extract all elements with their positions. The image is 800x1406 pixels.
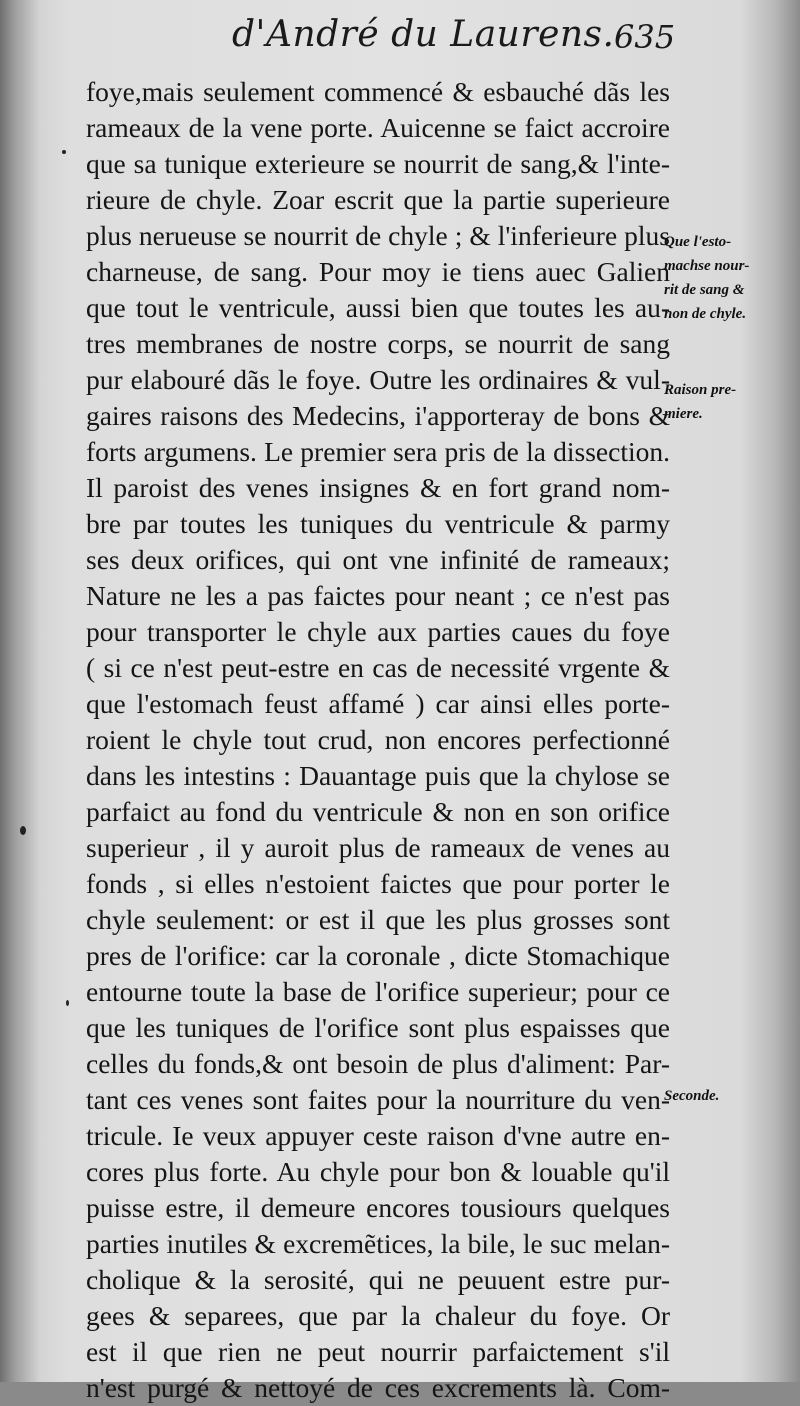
- text-line: tres membranes de nostre corps, se nourrit de sang: [86, 328, 670, 359]
- margin-note-second: [664, 1084, 719, 1108]
- margin-note-line: machse nour-: [664, 258, 750, 274]
- text-line: dans les intestins : Dauantage puis que la chylose se: [86, 760, 670, 791]
- margin-note-line: miere.: [664, 406, 703, 422]
- text-line: que l'estomach feust affamé ) car ainsi elles porte-: [86, 688, 670, 719]
- margin-note-line: Raison pre-: [664, 382, 737, 398]
- text-line: pres de l'orifice: car la coronale , dicte Stomachique: [86, 940, 670, 971]
- text-line: que sa tunique exterieure se nourrit de sang,& l'inte-: [86, 148, 670, 179]
- body-text: [86, 74, 670, 1406]
- text-line: charneuse, de sang. Pour moy ie tiens auec Galien: [86, 256, 670, 287]
- text-line: parfaict au fond du ventricule & non en son orifice: [86, 796, 670, 827]
- text-line: Nature ne les a pas faictes pour neant ; ce n'est pas: [86, 580, 670, 611]
- ink-speck: [66, 1000, 69, 1006]
- text-line: foye,mais seulement commencé & esbauché dãs les: [86, 76, 670, 107]
- ink-speck: [62, 150, 66, 154]
- text-line: que les tuniques de l'orifice sont plus espaisses que: [86, 1012, 670, 1043]
- running-head-title: d'André du Laurens.: [232, 14, 615, 55]
- text-line: tricule. Ie veux appuyer ceste raison d'vne autre en-: [86, 1120, 670, 1151]
- text-line: fonds , si elles n'estoient faictes que pour porter le: [86, 868, 670, 899]
- margin-note-line: Seconde.: [664, 1088, 720, 1104]
- text-line: chyle seulement: or est il que les plus grosses sont: [86, 904, 670, 935]
- text-line: Il paroist des venes insignes & en fort grand nom-: [86, 472, 670, 503]
- text-line: plus nerueuse se nourrit de chyle ; & l'inferieure plus: [86, 220, 670, 251]
- text-line: rieure de chyle. Zoar escrit que la partie superieure: [86, 184, 670, 215]
- text-line: gaires raisons des Medecins, i'apporteray de bons &: [86, 400, 670, 431]
- text-line: cores plus forte. Au chyle pour bon & louable qu'il: [86, 1156, 670, 1187]
- text-line: forts argumens. Le premier sera pris de la dissection.: [86, 436, 670, 467]
- text-line: pour transporter le chyle aux parties caues du foye: [86, 616, 670, 647]
- margin-note-first-reason: [664, 378, 736, 426]
- text-line: roient le chyle tout crud, non encores perfectionné: [86, 724, 670, 755]
- text-line: ses deux orifices, qui ont vne infinité de rameaux;: [86, 544, 670, 575]
- margin-note-stomach: [664, 230, 749, 326]
- text-line: n'est purgé & nettoyé de ces excrements là. Com-: [86, 1372, 670, 1403]
- text-line: superieur , il y auroit plus de rameaux de venes au: [86, 832, 670, 863]
- text-line: bre par toutes les tuniques du ventricule & parmy: [86, 508, 670, 539]
- text-line: cholique & la serosité, qui ne peuuent estre pur-: [86, 1264, 670, 1295]
- margin-note-line: Que l'esto-: [664, 234, 732, 250]
- text-line: celles du fonds,& ont besoin de plus d'aliment: Par-: [86, 1048, 670, 1079]
- text-line: parties inutiles & excremẽtices, la bile, le suc melan-: [86, 1228, 670, 1259]
- page-number: 635: [614, 18, 676, 56]
- text-line: entourne toute la base de l'orifice superieur; pour ce: [86, 976, 670, 1007]
- text-line: que tout le ventricule, aussi bien que toutes les au-: [86, 292, 670, 323]
- text-line: puisse estre, il demeure encores tousiours quelques: [86, 1192, 670, 1223]
- text-line: est il que rien ne peut nourrir parfaictement s'il: [86, 1336, 670, 1367]
- text-line: gees & separees, que par la chaleur du foye. Or: [86, 1300, 670, 1331]
- text-line: pur elabouré dãs le foye. Outre les ordinaires & vul-: [86, 364, 670, 395]
- margin-note-line: rit de sang &: [664, 282, 745, 298]
- text-line: rameaux de la vene porte. Auicenne se faict accroire: [86, 112, 670, 143]
- text-line: ( si ce n'est peut-estre en cas de necessité vrgente &: [86, 652, 670, 683]
- text-line: tant ces venes sont faites pour la nourriture du ven-: [86, 1084, 670, 1115]
- margin-note-line: non de chyle.: [664, 306, 747, 322]
- ink-speck: [20, 826, 26, 835]
